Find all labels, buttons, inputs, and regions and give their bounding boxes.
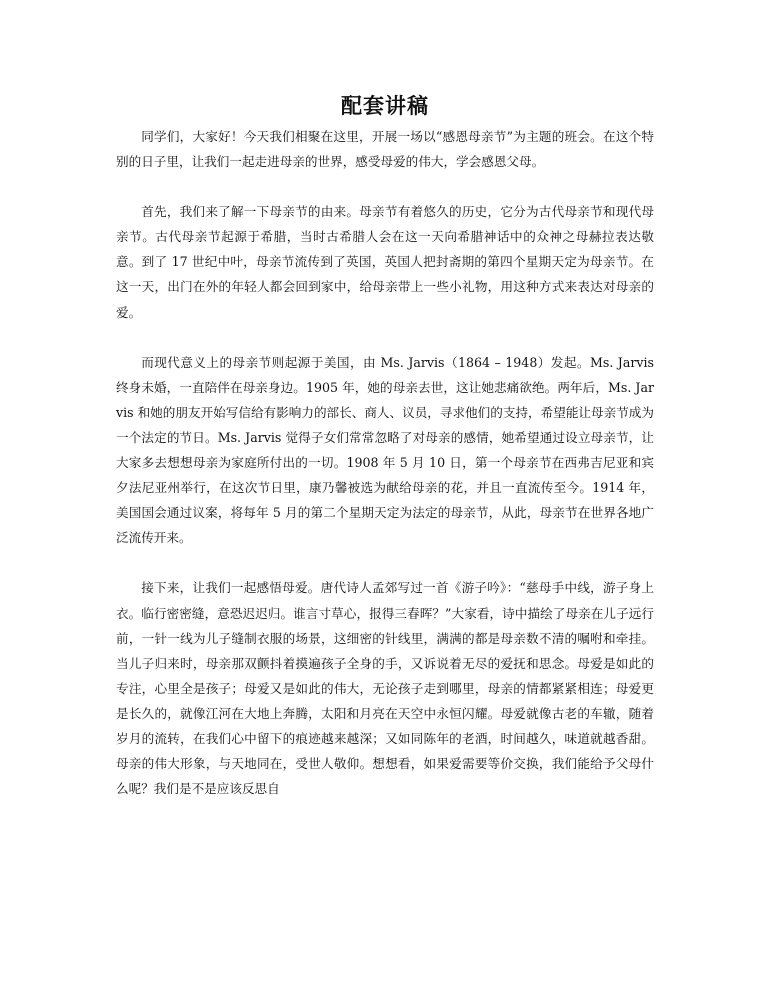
paragraph-origin-ancient: 首先，我们来了解一下母亲节的由来。母亲节有着悠久的历史，它分为古代母亲节和现代母亲节。古代母亲节起源于希腊，当时古希腊人会在这一天向希腊神话中的众神之母赫拉表达敬意。到了 17 世纪中叶，母亲节流传到了英国，英国人把封斋期的第四个星期天定为母亲节。在这一天，出门在外的年轻人都会回到家中，给母亲带上一些小礼物，用这种方式来表达对母亲的爱。 xyxy=(116,204,654,320)
paragraph-greeting: 同学们，大家好！今天我们相聚在这里，开展一场以“感恩母亲节”为主题的班会。在这个特别的日子里，让我们一起走进母亲的世界，感受母爱的伟大，学会感恩父母。 xyxy=(116,129,654,170)
speech-body xyxy=(116,124,654,826)
paragraph-origin-modern: 而现代意义上的母亲节则起源于美国，由 Ms. Jarvis（1864 – 1948）发起。Ms. Jarvis 终身未婚，一直陪伴在母亲身边。1905 年，她的母亲去世，这让她悲痛欲绝。两年后，Ms. Jarvis 和她的朋友开始写信给有影响力的部长、商人、议员，寻求他们的支持，希望能让母亲节成为一个法定的节日。Ms. Jarvis 觉得子女们常常忽略了对母亲的感情，她希望通过设立母亲节，让大家多去想想母亲为家庭所付出的一切。1908 年 5 月 10 日，第一个母亲节在西弗吉尼亚和宾夕法尼亚州举行，在这次节日里，康乃馨被选为献给母亲的花，并且一直流传至今。1914 年，美国国会通过议案，将每年 5 月的第二个星期天定为法定的母亲节，从此，母亲节在世界各地广泛流传开来。 xyxy=(116,354,654,546)
page-title: 配套讲稿 xyxy=(341,93,429,118)
paragraph-maternal-love: 接下来，让我们一起感悟母爱。唐代诗人孟郊写过一首《游子吟》：“慈母手中线，游子身上衣。临行密密缝，意恐迟迟归。谁言寸草心，报得三春晖？”大家看，诗中描绘了母亲在儿子远行前，一针一线为儿子缝制衣服的场景，这细密的针线里，满满的都是母亲数不清的嘱咐和牵挂。当儿子归来时，母亲那双颤抖着摸遍孩子全身的手，又诉说着无尽的爱抚和思念。母爱是如此的专注，心里全是孩子；母爱又是如此的伟大，无论孩子走到哪里，母亲的情都紧紧相连；母爱更是长久的，就像江河在大地上奔腾，太阳和月亮在天空中永恒闪耀。母爱就像古老的车辙，随着岁月的流转，在我们心中留下的痕迹越来越深；又如同陈年的老酒，时间越久，味道就越香甜。母亲的伟大形象，与天地同在，受世人敬仰。想想看，如果爱需要等价交换，我们能给予父母什么呢？我们是不是应该反思自 xyxy=(116,580,654,797)
